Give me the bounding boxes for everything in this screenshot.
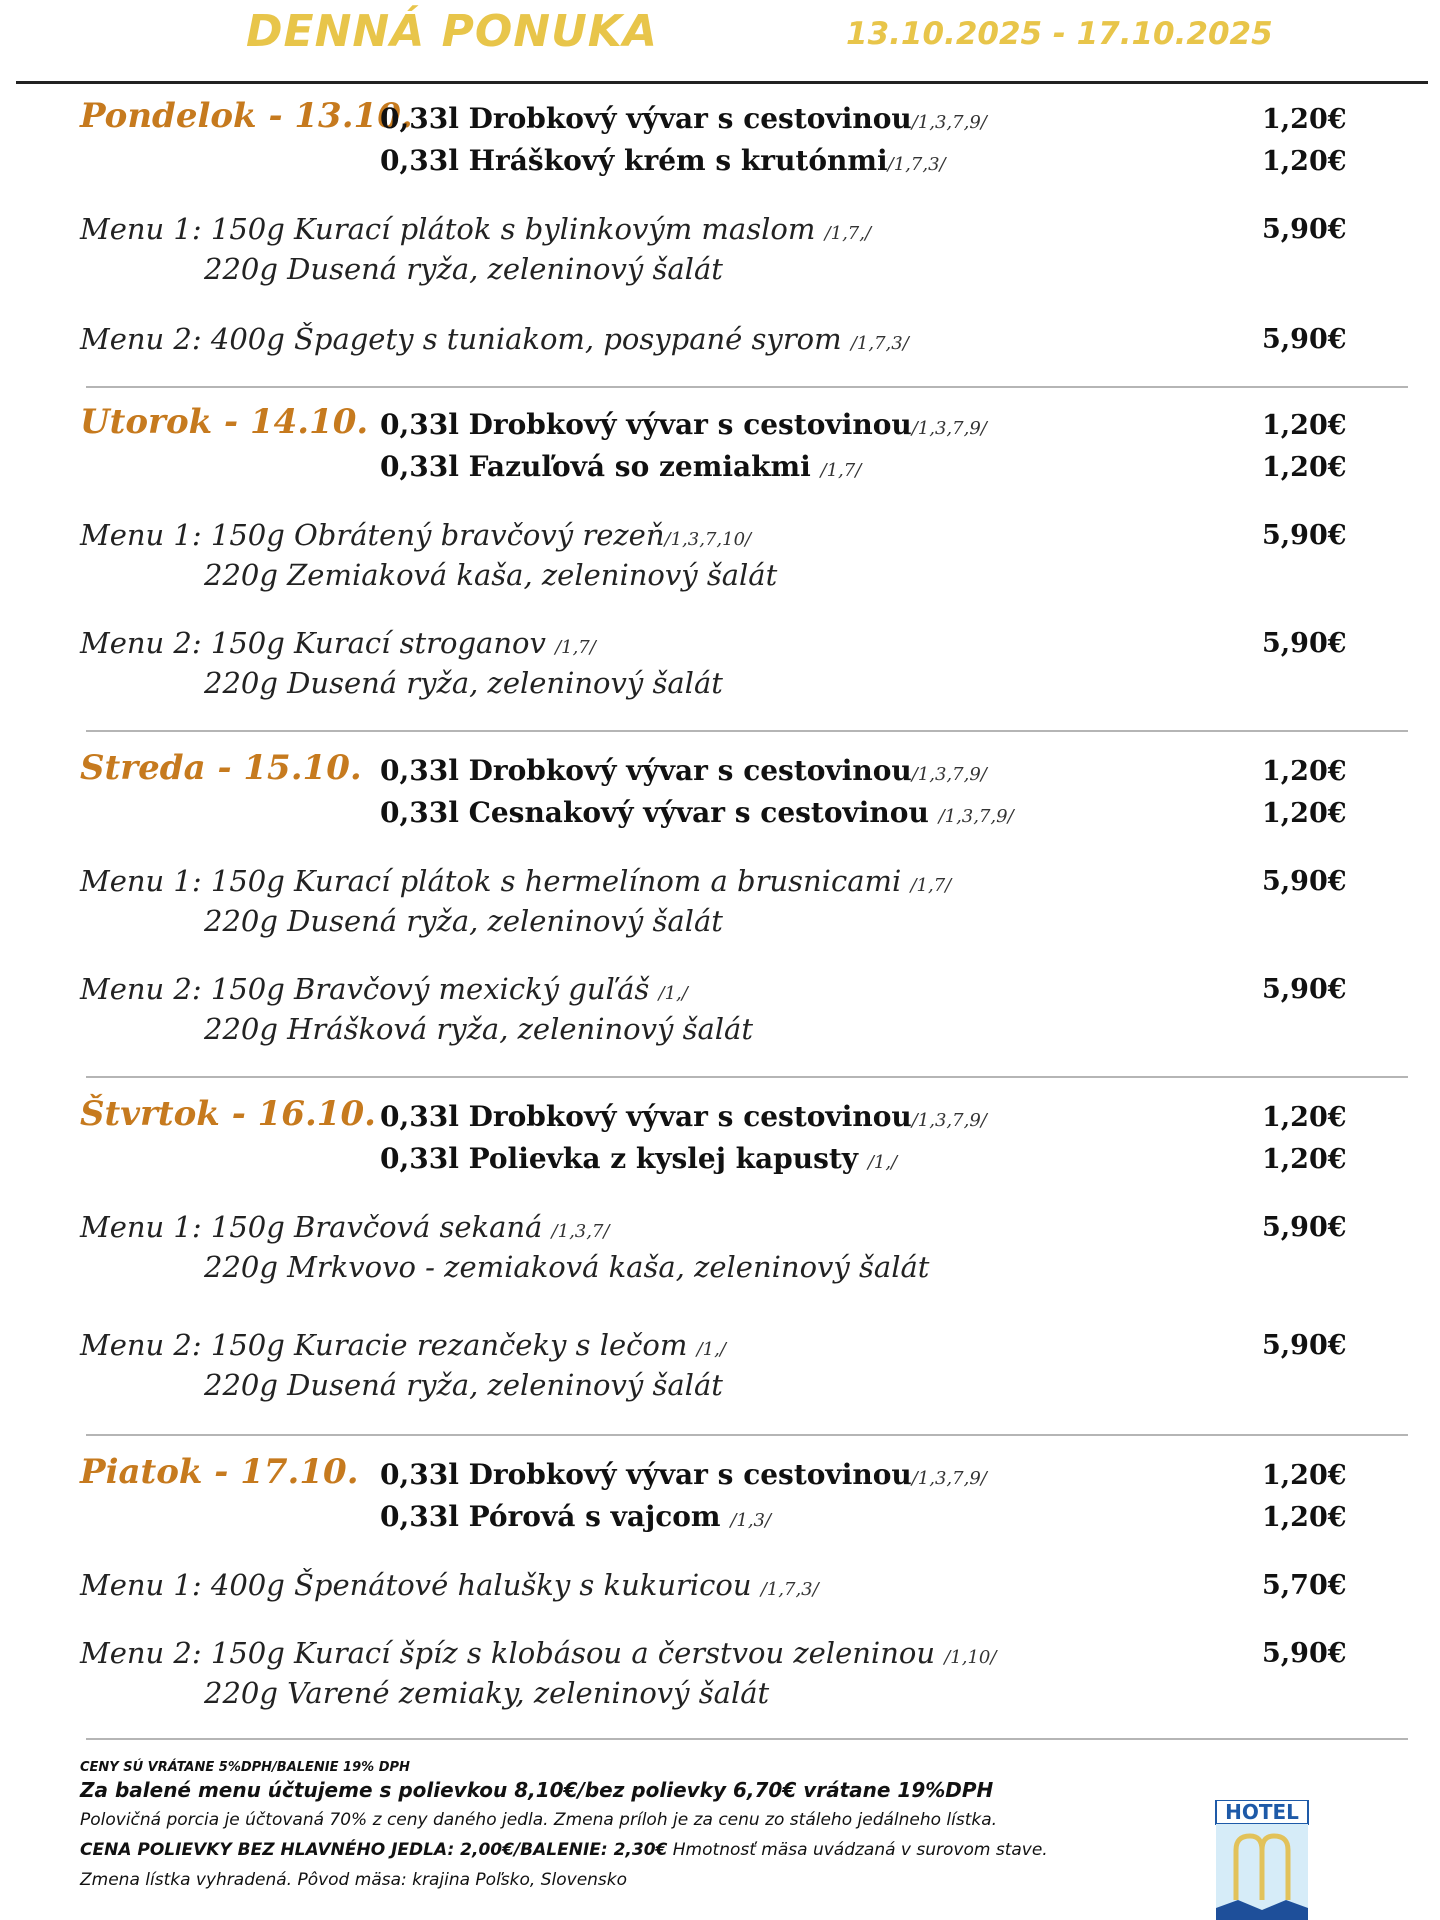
soup-item: 0,33l Drobkový vývar s cestovinou/1,3,7,9/ (380, 408, 987, 441)
half-portion-note: Polovičná porcia je účtovaná 70% z ceny daného jedla. Zmena príloh je za cenu zo stáleho jedálneho lístka. (80, 1810, 998, 1830)
day-name: Piatok - 17.10. (80, 1452, 359, 1492)
soup-price: 1,20€ (1262, 1144, 1347, 1175)
allergen-codes: /1,7,3/ (760, 1579, 819, 1600)
soup-price: 1,20€ (1262, 146, 1347, 177)
soup-item: 0,33l Polievka z kyslej kapusty /1,/ (380, 1142, 898, 1175)
hotel-logo (1214, 1800, 1310, 1920)
allergen-codes: /1,7/ (555, 637, 596, 658)
menu-side-dish: 220g Dusená ryža, zeleninový šalát (204, 666, 723, 700)
allergen-codes: /1,3,7,10/ (664, 529, 752, 550)
date-range: 13.10.2025 - 17.10.2025 (846, 16, 1273, 52)
menu-item-1: Menu 1: 150g Obrátený bravčový rezeň/1,3,7,10/ (80, 518, 752, 552)
soup-price: 1,20€ (1262, 1460, 1347, 1491)
allergen-codes: /1,7/ (910, 875, 952, 896)
menu-item-2: Menu 2: 150g Kurací špíz s klobásou a čerstvou zeleninou /1,10/ (80, 1636, 997, 1670)
allergen-codes: /1,3,7,9/ (911, 1468, 987, 1489)
soup-item: 0,33l Fazuľová so zemiakmi /1,7/ (380, 450, 862, 483)
allergen-codes: /1,3,7,9/ (911, 1110, 987, 1131)
menu-side-dish: 220g Zemiaková kaša, zeleninový šalát (204, 558, 778, 592)
menu-price: 5,90€ (1262, 1638, 1347, 1669)
menu-item-2: Menu 2: 150g Bravčový mexický guľáš /1,/ (80, 972, 688, 1006)
vat-note: CENY SÚ VRÁTANE 5%DPH/BALENIE 19% DPH (80, 1760, 410, 1775)
menu-item-1: Menu 1: 150g Bravčová sekaná /1,3,7/ (80, 1210, 610, 1244)
allergen-codes: /1,3,7,9/ (911, 764, 987, 785)
soup-item: 0,33l Drobkový vývar s cestovinou/1,3,7,9/ (380, 1100, 987, 1133)
allergen-codes: /1,7,3/ (887, 154, 946, 175)
soup-item: 0,33l Cesnakový vývar s cestovinou /1,3,7,9/ (380, 796, 1014, 829)
menu-item-1: Menu 1: 400g Špenátové halušky s kukuricou /1,7,3/ (80, 1568, 819, 1602)
logo-text: HOTEL (1225, 1800, 1299, 1824)
menu-item-1: Menu 1: 150g Kurací plátok s hermelínom a brusnicami /1,7/ (80, 864, 952, 898)
section-divider (86, 386, 1408, 388)
menu-side-dish: 220g Dusená ryža, zeleninový šalát (204, 1368, 723, 1402)
menu-price: 5,90€ (1262, 324, 1347, 355)
packaged-menu-note: Za balené menu účtujeme s polievkou 8,10€/bez polievky 6,70€ vrátane 19%DPH (80, 1778, 994, 1802)
allergen-codes: /1,7,/ (824, 223, 872, 244)
allergen-codes: /1,3,7,9/ (911, 418, 987, 439)
menu-price: 5,90€ (1262, 214, 1347, 245)
soup-item: 0,33l Drobkový vývar s cestovinou/1,3,7,9/ (380, 102, 987, 135)
soup-price: 1,20€ (1262, 1502, 1347, 1533)
allergen-codes: /1,/ (658, 983, 688, 1004)
soup-price: 1,20€ (1262, 756, 1347, 787)
soup-price-note: CENA POLIEVKY BEZ HLAVNÉHO JEDLA: 2,00€/BALENIE: 2,30€ Hmotnosť mäsa uvádzaná v surovom stave. (80, 1840, 1048, 1860)
day-name: Štvrtok - 16.10. (80, 1094, 376, 1134)
section-divider (86, 1434, 1408, 1436)
page-title: DENNÁ PONUKA (246, 6, 658, 57)
menu-side-dish: 220g Mrkvovo - zemiaková kaša, zeleninový šalát (204, 1250, 930, 1284)
soup-price: 1,20€ (1262, 104, 1347, 135)
section-divider (86, 1738, 1408, 1740)
soup-price: 1,20€ (1262, 410, 1347, 441)
soup-price: 1,20€ (1262, 798, 1347, 829)
day-name: Pondelok - 13.10. (80, 96, 413, 136)
allergen-codes: /1,3,7/ (551, 1221, 610, 1242)
soup-item: 0,33l Pórová s vajcom /1,3/ (380, 1500, 772, 1533)
section-divider (86, 1076, 1408, 1078)
allergen-codes: /1,3,7,9/ (911, 112, 987, 133)
menu-side-dish: 220g Dusená ryža, zeleninový šalát (204, 252, 723, 286)
menu-item-2: Menu 2: 400g Špagety s tuniakom, posypané syrom /1,7,3/ (80, 322, 909, 356)
allergen-codes: /1,/ (696, 1339, 726, 1360)
menu-price: 5,90€ (1262, 520, 1347, 551)
menu-item-2: Menu 2: 150g Kuracie rezančeky s lečom /1,/ (80, 1328, 726, 1362)
allergen-codes: /1,/ (867, 1152, 898, 1173)
header (0, 0, 1440, 86)
menu-price: 5,90€ (1262, 974, 1347, 1005)
menu-price: 5,90€ (1262, 1330, 1347, 1361)
menu-side-dish: 220g Varené zemiaky, zeleninový šalát (204, 1676, 770, 1710)
soup-item: 0,33l Drobkový vývar s cestovinou/1,3,7,9/ (380, 1458, 987, 1491)
soup-price: 1,20€ (1262, 1102, 1347, 1133)
menu-item-1: Menu 1: 150g Kurací plátok s bylinkovým maslom /1,7,/ (80, 212, 872, 246)
soup-item: 0,33l Drobkový vývar s cestovinou/1,3,7,9/ (380, 754, 987, 787)
allergen-codes: /1,7/ (820, 460, 862, 481)
menu-price: 5,90€ (1262, 628, 1347, 659)
hotel-logo-icon (1214, 1800, 1310, 1920)
day-name: Utorok - 14.10. (80, 402, 369, 442)
origin-note: Zmena lístka vyhradená. Pôvod mäsa: krajina Poľsko, Slovensko (80, 1870, 628, 1890)
menu-side-dish: 220g Hrášková ryža, zeleninový šalát (204, 1012, 753, 1046)
menu-side-dish: 220g Dusená ryža, zeleninový šalát (204, 904, 723, 938)
day-name: Streda - 15.10. (80, 748, 362, 788)
section-divider (86, 730, 1408, 732)
header-divider (16, 81, 1428, 84)
soup-item: 0,33l Hráškový krém s krutónmi/1,7,3/ (380, 144, 946, 177)
allergen-codes: /1,10/ (944, 1647, 997, 1668)
menu-item-2: Menu 2: 150g Kurací stroganov /1,7/ (80, 626, 596, 660)
menu-price: 5,90€ (1262, 1212, 1347, 1243)
menu-price: 5,90€ (1262, 866, 1347, 897)
soup-price: 1,20€ (1262, 452, 1347, 483)
allergen-codes: /1,7,3/ (850, 333, 909, 354)
menu-price: 5,70€ (1262, 1570, 1347, 1601)
allergen-codes: /1,3,7,9/ (938, 806, 1014, 827)
allergen-codes: /1,3/ (730, 1510, 772, 1531)
